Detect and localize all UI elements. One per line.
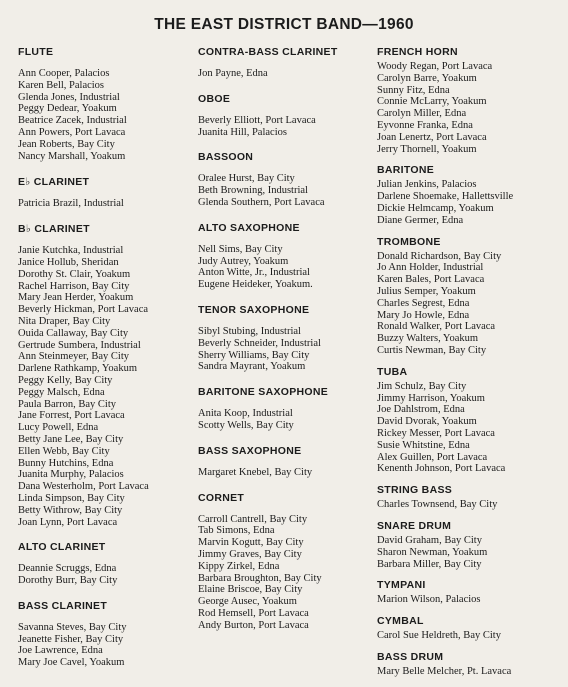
member-name: Dorothy St. Clair, Yoakum — [18, 268, 131, 280]
member-name: Juanita Murphy, Palacios — [18, 469, 124, 481]
member-name: David Graham, Bay City — [377, 534, 482, 546]
section — [377, 520, 559, 570]
section-title: BASS CLARINET — [18, 599, 108, 612]
section-title: BASS DRUM — [377, 650, 444, 663]
member-name: Barbara Broughton, Bay City — [198, 572, 322, 584]
member-name: Anita Koop, Industrial — [198, 408, 293, 420]
member-name: Mary Jean Herder, Yoakum — [18, 292, 134, 304]
member-name: Barbara Miller, Bay City — [377, 558, 482, 570]
section — [198, 492, 368, 632]
page-title: THE EAST DISTRICT BAND—1960 — [154, 16, 414, 33]
section — [377, 579, 559, 606]
member-name: Betty Withrow, Bay City — [18, 504, 123, 516]
section — [18, 600, 190, 669]
member-name: Carol Sue Heldreth, Bay City — [377, 630, 501, 642]
member-name: Rod Hemsell, Port Lavaca — [198, 607, 309, 619]
member-name: Juanita Hill, Palacios — [198, 126, 287, 138]
section-title: STRING BASS — [377, 484, 453, 497]
section-title: CONTRA-BASS CLARINET — [198, 46, 338, 58]
member-name: Julian Jenkins, Palacios — [377, 179, 477, 191]
member-name: Paula Barron, Bay City — [18, 398, 116, 410]
member-name: Sherry Williams, Bay City — [198, 349, 310, 361]
member-name: Patricia Brazil, Industrial — [18, 198, 124, 210]
member-name: Charles Segrest, Edna — [377, 297, 470, 309]
member-name: Woody Regan, Port Lavaca — [377, 61, 493, 72]
member-name: Beth Browning, Industrial — [198, 185, 308, 197]
column-1 — [18, 46, 190, 682]
section-title: CORNET — [198, 491, 245, 504]
member-name: Deannie Scruggs, Edna — [18, 563, 117, 575]
member-name: Rachel Harrison, Bay City — [18, 280, 130, 292]
section-title: OBOE — [198, 92, 231, 105]
member-name: Ann Powers, Port Lavaca — [18, 126, 126, 138]
member-name: Alex Guillen, Port Lavaca — [377, 451, 488, 463]
section-title: TYMPANI — [377, 579, 426, 592]
section-title: TUBA — [377, 365, 408, 378]
member-name: Linda Simpson, Bay City — [18, 492, 125, 504]
member-name: Sharon Newman, Yoakum — [377, 546, 488, 558]
member-name: Marion Wilson, Palacios — [377, 594, 481, 606]
member-name: Elaine Briscoe, Bay City — [198, 584, 303, 596]
member-name: Mary Belle Melcher, Pt. Lavaca — [377, 665, 512, 677]
member-name: Charles Townsend, Bay City — [377, 499, 498, 511]
member-name: Peggy Malsch, Edna — [18, 386, 105, 398]
member-name: Peggy Kelly, Bay City — [18, 374, 113, 386]
member-name: Scotty Wells, Bay City — [198, 419, 294, 431]
member-name: Jon Payne, Edna — [198, 68, 268, 79]
member-name: Curtis Newman, Bay City — [377, 344, 487, 356]
section-title: CYMBAL — [377, 615, 424, 628]
member-name: George Ausec, Yoakum — [198, 596, 297, 608]
section — [198, 46, 368, 80]
member-name: Oralee Hurst, Bay City — [198, 173, 295, 185]
member-name: Janice Hollub, Sheridan — [18, 256, 119, 268]
member-name: Carolyn Miller, Edna — [377, 108, 467, 120]
member-name: Darlene Rathkamp, Yoakum — [18, 363, 137, 375]
member-name: Ouida Callaway, Bay City — [18, 327, 129, 339]
member-name: Sunny Fitz, Edna — [377, 84, 450, 96]
section-title: ALTO SAXOPHONE — [198, 221, 300, 234]
member-name: David Dvorak, Yoakum — [377, 416, 477, 428]
section-title: TROMBONE — [377, 235, 441, 248]
section — [377, 46, 559, 155]
member-name: Ellen Webb, Bay City — [18, 445, 110, 457]
section-title: SNARE DRUM — [377, 519, 452, 532]
section-title: ALTO CLARINET — [18, 541, 106, 554]
member-name: Karen Bell, Palacios — [18, 79, 105, 91]
member-name: Lucy Powell, Edna — [18, 422, 99, 434]
section — [377, 615, 559, 642]
section — [377, 366, 559, 475]
section-title: B♭ CLARINET — [18, 223, 90, 236]
member-name: Anton Witte, Jr., Industrial — [198, 267, 310, 279]
member-name: Jim Schulz, Bay City — [377, 380, 467, 392]
section — [18, 176, 190, 210]
member-name: Buzzy Walters, Yoakum — [377, 333, 479, 345]
member-name: Dorothy Burr, Bay City — [18, 575, 118, 587]
section — [377, 164, 559, 226]
member-name: Jerry Thornell, Yoakum — [377, 143, 477, 155]
member-name: Beatrice Zacek, Industrial — [18, 115, 127, 127]
member-name: Julius Semper, Yoakum — [377, 285, 476, 297]
member-name: Nancy Marshall, Yoakum — [18, 150, 126, 162]
section-title: E♭ CLARINET — [18, 176, 90, 189]
member-name: Judy Autrey, Yoakum — [198, 255, 289, 267]
column-3 — [377, 46, 559, 687]
member-name: Dickie Helmcamp, Yoakum — [377, 202, 494, 214]
section — [18, 223, 190, 528]
member-name: Gertrude Sumbera, Industrial — [18, 339, 141, 351]
member-name: Joan Lynn, Port Lavaca — [18, 516, 118, 528]
member-name: Mary Jo Howle, Edna — [377, 309, 470, 321]
member-name: Janie Kutchka, Industrial — [18, 245, 124, 257]
member-name: Marvin Kogutt, Bay City — [198, 537, 304, 549]
member-name: Tab Simons, Edna — [198, 525, 275, 537]
member-name: Joe Dahlstrom, Edna — [377, 404, 465, 416]
member-name: Ann Steinmeyer, Bay City — [18, 351, 129, 363]
section — [198, 304, 368, 373]
member-name: Savanna Steves, Bay City — [18, 621, 127, 633]
member-name: Betty Jane Lee, Bay City — [18, 433, 124, 445]
section-title: FRENCH HORN — [377, 46, 458, 58]
member-name: Jane Forrest, Port Lavaca — [18, 410, 125, 422]
section — [198, 222, 368, 291]
member-name: Glenda Southern, Port Lavaca — [198, 196, 325, 208]
member-name: Margaret Knebel, Bay City — [198, 466, 313, 478]
member-name: Karen Bales, Port Lavaca — [377, 274, 485, 286]
member-name: Carolyn Barre, Yoakum — [377, 72, 477, 84]
member-name: Connie McLarry, Yoakum — [377, 96, 487, 108]
member-name: Susie Whitstine, Edna — [377, 439, 470, 451]
member-name: Jeanette Fisher, Bay City — [18, 633, 124, 645]
member-name: Jimmy Graves, Bay City — [198, 548, 302, 560]
section — [18, 541, 190, 587]
member-name: Diane Germer, Edna — [377, 214, 464, 226]
member-name: Kenenth Johnson, Port Lavaca — [377, 463, 506, 475]
section — [377, 484, 559, 511]
member-name: Sandra Mayrant, Yoakum — [198, 361, 306, 373]
member-name: Kippy Zirkel, Edna — [198, 560, 280, 572]
section-title: BASSOON — [198, 151, 254, 164]
member-name: Darlene Shoemake, Hallettsville — [377, 191, 514, 203]
section-title: TENOR SAXOPHONE — [198, 303, 310, 316]
section — [377, 236, 559, 357]
member-name: Eugene Heideker, Yoakum. — [198, 279, 313, 291]
member-name: Beverly Elliott, Port Lavaca — [198, 114, 316, 126]
member-name: Beverly Hickman, Port Lavaca — [18, 304, 149, 316]
member-name: Mary Joe Cavel, Yoakum — [18, 657, 125, 669]
member-name: Joe Lawrence, Edna — [18, 645, 103, 657]
member-name: Eyvonne Franka, Edna — [377, 119, 473, 131]
column-2 — [198, 46, 368, 645]
member-name: Jean Roberts, Bay City — [18, 138, 115, 150]
section — [18, 46, 190, 162]
member-name: Dana Westerholm, Port Lavaca — [18, 481, 149, 493]
member-name: Glenda Jones, Industrial — [18, 91, 120, 103]
member-name: Nell Sims, Bay City — [198, 243, 283, 255]
member-name: Beverly Schneider, Industrial — [198, 337, 321, 349]
member-name: Peggy Dedear, Yoakum — [18, 103, 117, 115]
member-name: Donald Richardson, Bay City — [377, 250, 502, 262]
member-name: Carroll Cantrell, Bay City — [198, 513, 308, 525]
section — [377, 651, 559, 678]
member-name: Rickey Messer, Port Lavaca — [377, 427, 495, 439]
member-name: Nita Draper, Bay City — [18, 315, 111, 327]
section-title: BARITONE — [377, 164, 435, 177]
section-title: BARITONE SAXOPHONE — [198, 386, 329, 399]
member-name: Andy Burton, Port Lavaca — [198, 619, 309, 631]
member-name: Joan Lenertz, Port Lavaca — [377, 131, 487, 143]
member-name: Ronald Walker, Port Lavaca — [377, 321, 496, 333]
member-name: Jo Ann Holder, Industrial — [377, 262, 484, 274]
member-name: Bunny Hutchins, Edna — [18, 457, 114, 469]
section-title: BASS SAXOPHONE — [198, 444, 302, 457]
member-name: Jimmy Harrison, Yoakum — [377, 392, 485, 404]
member-name: Ann Cooper, Palacios — [18, 68, 110, 79]
member-name: Sibyl Stubing, Industrial — [198, 325, 301, 337]
section — [198, 151, 368, 208]
section — [198, 445, 368, 479]
section — [198, 386, 368, 432]
section — [198, 93, 368, 139]
section-title: FLUTE — [18, 46, 54, 58]
